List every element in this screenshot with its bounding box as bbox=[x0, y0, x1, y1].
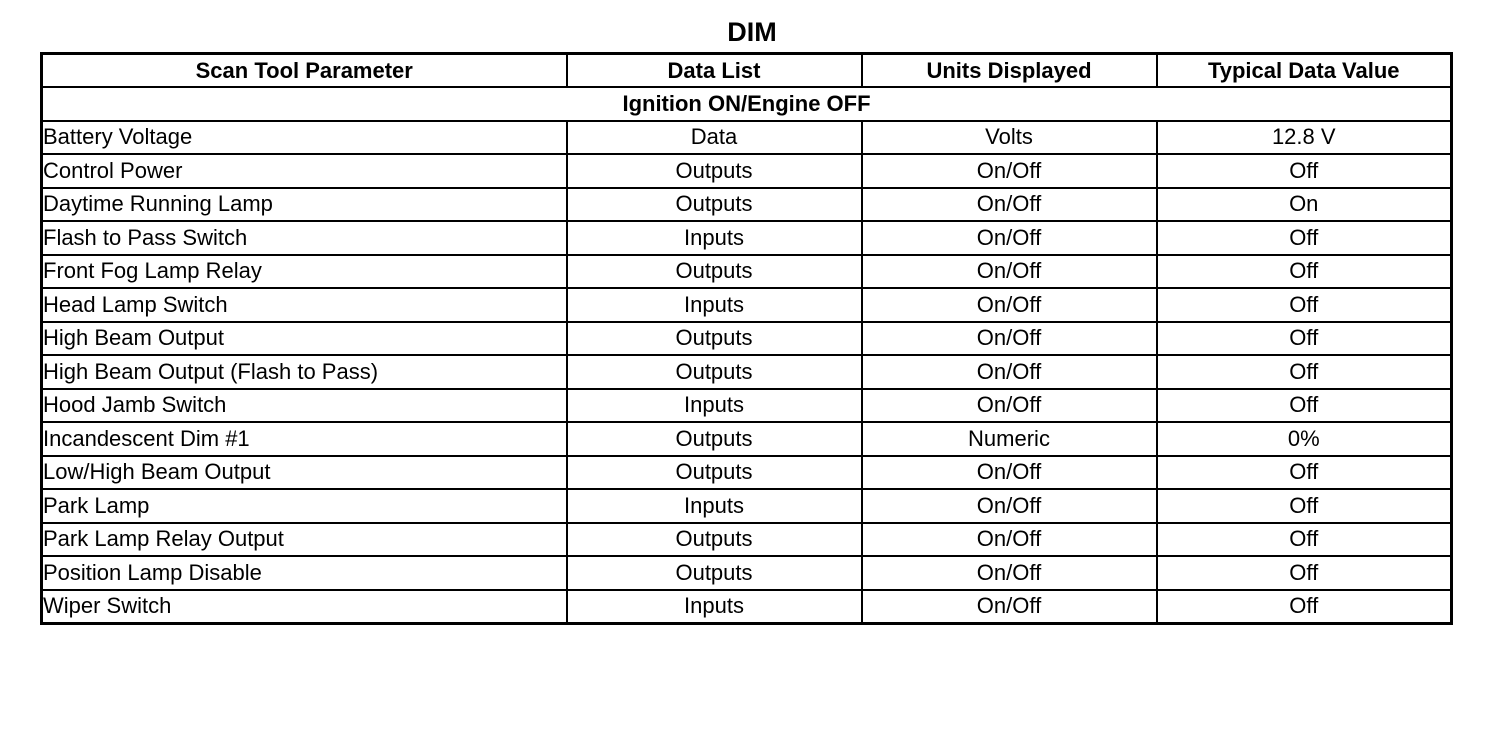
table-row bbox=[42, 422, 1452, 456]
cell-typical-value: 0% bbox=[1157, 422, 1452, 456]
cell-typical-value: Off bbox=[1157, 489, 1452, 523]
cell-units: On/Off bbox=[862, 322, 1157, 356]
table-header-row bbox=[42, 54, 1452, 88]
cell-units: Numeric bbox=[862, 422, 1157, 456]
cell-data-list: Outputs bbox=[567, 456, 862, 490]
cell-parameter: Park Lamp Relay Output bbox=[42, 523, 567, 557]
table-row bbox=[42, 188, 1452, 222]
cell-typical-value: Off bbox=[1157, 456, 1452, 490]
cell-typical-value: Off bbox=[1157, 523, 1452, 557]
cell-units: On/Off bbox=[862, 590, 1157, 624]
cell-units: On/Off bbox=[862, 355, 1157, 389]
cell-data-list: Outputs bbox=[567, 322, 862, 356]
table-row bbox=[42, 355, 1452, 389]
cell-parameter: Front Fog Lamp Relay bbox=[42, 255, 567, 289]
cell-units: On/Off bbox=[862, 523, 1157, 557]
cell-units: On/Off bbox=[862, 188, 1157, 222]
table-row bbox=[42, 221, 1452, 255]
cell-typical-value: Off bbox=[1157, 154, 1452, 188]
table-row bbox=[42, 154, 1452, 188]
column-header-data-list: Data List bbox=[567, 54, 862, 88]
cell-data-list: Outputs bbox=[567, 523, 862, 557]
cell-data-list: Inputs bbox=[567, 288, 862, 322]
column-header-typical-data-value: Typical Data Value bbox=[1157, 54, 1452, 88]
section-header-row bbox=[42, 87, 1452, 121]
cell-parameter: Position Lamp Disable bbox=[42, 556, 567, 590]
cell-typical-value: On bbox=[1157, 188, 1452, 222]
cell-parameter: Head Lamp Switch bbox=[42, 288, 567, 322]
cell-data-list: Inputs bbox=[567, 590, 862, 624]
cell-units: On/Off bbox=[862, 489, 1157, 523]
column-header-scan-tool-parameter: Scan Tool Parameter bbox=[42, 54, 567, 88]
cell-typical-value: Off bbox=[1157, 288, 1452, 322]
cell-parameter: Battery Voltage bbox=[42, 121, 567, 155]
cell-typical-value: Off bbox=[1157, 255, 1452, 289]
cell-data-list: Outputs bbox=[567, 255, 862, 289]
cell-data-list: Data bbox=[567, 121, 862, 155]
cell-typical-value: 12.8 V bbox=[1157, 121, 1452, 155]
cell-typical-value: Off bbox=[1157, 590, 1452, 624]
cell-data-list: Outputs bbox=[567, 556, 862, 590]
cell-units: On/Off bbox=[862, 288, 1157, 322]
table-row bbox=[42, 590, 1452, 624]
table-row bbox=[42, 121, 1452, 155]
page-title: DIM bbox=[727, 17, 777, 47]
column-header-units-displayed: Units Displayed bbox=[862, 54, 1157, 88]
cell-parameter: Flash to Pass Switch bbox=[42, 221, 567, 255]
cell-data-list: Inputs bbox=[567, 389, 862, 423]
cell-units: On/Off bbox=[862, 221, 1157, 255]
cell-units: Volts bbox=[862, 121, 1157, 155]
cell-data-list: Outputs bbox=[567, 422, 862, 456]
cell-parameter: Wiper Switch bbox=[42, 590, 567, 624]
cell-parameter: Daytime Running Lamp bbox=[42, 188, 567, 222]
cell-data-list: Outputs bbox=[567, 188, 862, 222]
cell-data-list: Outputs bbox=[567, 154, 862, 188]
cell-parameter: Park Lamp bbox=[42, 489, 567, 523]
cell-data-list: Inputs bbox=[567, 489, 862, 523]
table-row bbox=[42, 489, 1452, 523]
cell-units: On/Off bbox=[862, 154, 1157, 188]
table-row bbox=[42, 523, 1452, 557]
cell-units: On/Off bbox=[862, 255, 1157, 289]
cell-units: On/Off bbox=[862, 456, 1157, 490]
cell-parameter: High Beam Output (Flash to Pass) bbox=[42, 355, 567, 389]
table-row bbox=[42, 456, 1452, 490]
cell-units: On/Off bbox=[862, 389, 1157, 423]
cell-typical-value: Off bbox=[1157, 322, 1452, 356]
cell-typical-value: Off bbox=[1157, 221, 1452, 255]
cell-data-list: Outputs bbox=[567, 355, 862, 389]
table-row bbox=[42, 389, 1452, 423]
cell-parameter: Hood Jamb Switch bbox=[42, 389, 567, 423]
table-row bbox=[42, 322, 1452, 356]
cell-typical-value: Off bbox=[1157, 556, 1452, 590]
cell-data-list: Inputs bbox=[567, 221, 862, 255]
table-row bbox=[42, 255, 1452, 289]
table-row bbox=[42, 288, 1452, 322]
cell-parameter: Incandescent Dim #1 bbox=[42, 422, 567, 456]
scan-tool-data-table bbox=[40, 52, 1453, 625]
cell-typical-value: Off bbox=[1157, 389, 1452, 423]
cell-parameter: High Beam Output bbox=[42, 322, 567, 356]
section-header: Ignition ON/Engine OFF bbox=[42, 87, 1452, 121]
cell-parameter: Control Power bbox=[42, 154, 567, 188]
cell-typical-value: Off bbox=[1157, 355, 1452, 389]
cell-parameter: Low/High Beam Output bbox=[42, 456, 567, 490]
table-row bbox=[42, 556, 1452, 590]
cell-units: On/Off bbox=[862, 556, 1157, 590]
